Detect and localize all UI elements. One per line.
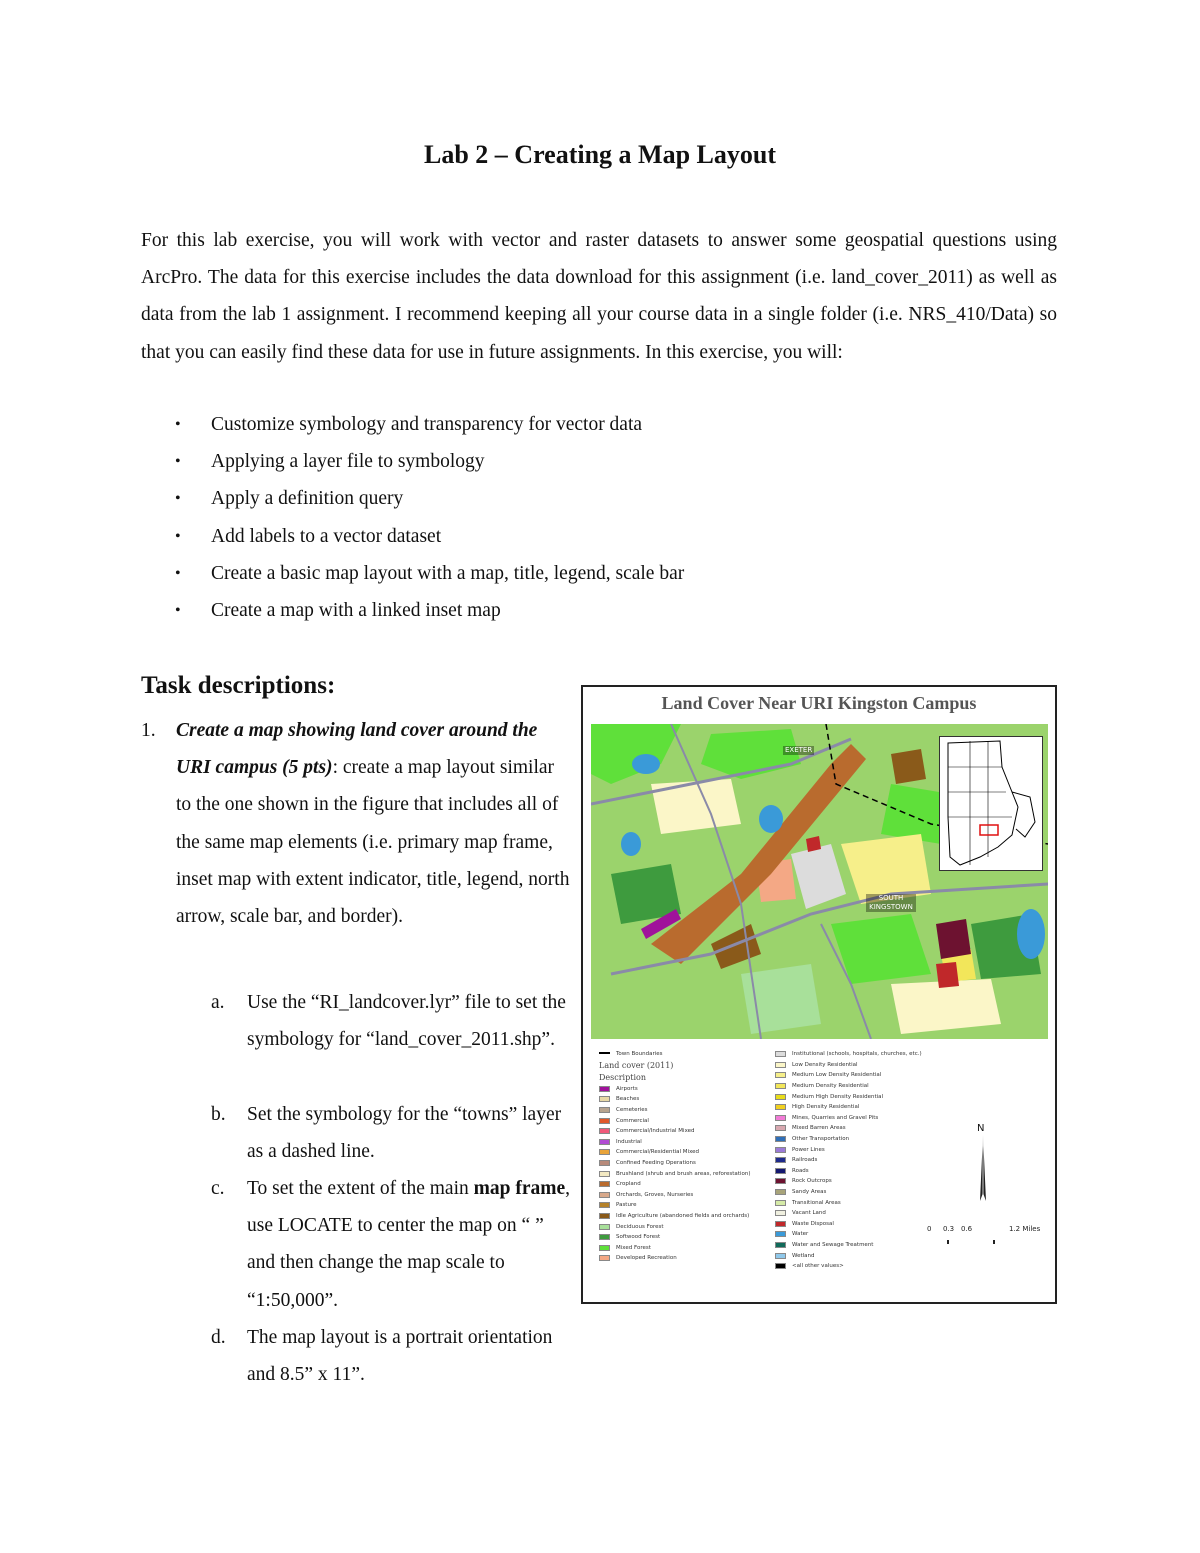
subitem-a: a. Use the “RI_landcover.lyr” file to set the symbology for “land_cover_2011.shp”. [211, 992, 566, 1051]
legend-label: Pasture [616, 1202, 637, 1209]
legend-swatch [599, 1086, 610, 1092]
legend-layer-title: Land cover (2011) [599, 1060, 674, 1070]
legend-item [775, 1049, 975, 1060]
legend-swatch [599, 1160, 610, 1166]
list-item: • Applying a layer file to symbology [141, 443, 841, 480]
subitem-b: b. Set the symbology for the “towns” layer as a dashed line. [211, 1104, 562, 1163]
legend-item [599, 1221, 779, 1232]
legend-item [775, 1144, 975, 1155]
legend-label: High Density Residential [792, 1104, 860, 1111]
main-map-frame [591, 724, 1048, 1039]
legend-item [599, 1211, 779, 1222]
legend-item [775, 1240, 975, 1251]
legend-swatch [599, 1139, 610, 1145]
legend-item [775, 1102, 975, 1113]
legend-label: Commercial [616, 1117, 649, 1124]
legend-item [775, 1113, 975, 1124]
legend-swatch [775, 1136, 786, 1142]
legend-item-town-boundaries: Town Boundaries [599, 1049, 779, 1060]
legend-label: Brushland (shrub and brush areas, reforestation) [616, 1170, 751, 1177]
bullet-icon: • [175, 416, 181, 433]
subitem-d: d. The map layout is a portrait orientation and 8.5” x 11”. [211, 1327, 553, 1386]
scale-bar-ticks [947, 1238, 1017, 1244]
bullet-icon: • [175, 490, 181, 508]
scale-label: 0.6 [961, 1225, 973, 1233]
legend-label: Mixed Barren Areas [792, 1125, 846, 1132]
legend-label: Idle Agriculture (abandoned fields and orchards) [616, 1213, 750, 1220]
legend-label: Medium Density Residential [792, 1083, 869, 1090]
rhode-island-inset [940, 737, 1042, 870]
legend-swatch [775, 1147, 786, 1153]
task-number: 1. [141, 720, 156, 741]
legend-swatch [775, 1189, 786, 1195]
legend-item [599, 1168, 779, 1179]
bullet-icon: • [175, 564, 181, 582]
legend-swatch [599, 1107, 610, 1113]
legend-swatch [775, 1221, 786, 1227]
legend-item [775, 1250, 975, 1261]
legend-item [599, 1243, 779, 1254]
legend-item [599, 1179, 779, 1190]
task-subitems [211, 984, 571, 1393]
legend-item [775, 1091, 975, 1102]
legend-label: Beaches [616, 1096, 640, 1103]
map-title: Land Cover Near URI Kingston Campus [661, 693, 977, 713]
legend-item [599, 1190, 779, 1201]
legend-label: <all other values> [792, 1263, 844, 1270]
north-label: N [977, 1123, 985, 1134]
legend-swatch [775, 1051, 786, 1057]
legend-field-name: Description [599, 1072, 646, 1082]
list-item: • Create a map with a linked inset map [141, 592, 841, 629]
map-layout-figure [581, 685, 1057, 1304]
legend-swatch [599, 1224, 610, 1230]
legend-label: Cropland [616, 1181, 641, 1188]
legend-label: Vacant Land [792, 1210, 826, 1217]
legend-swatch [599, 1118, 610, 1124]
legend-label: Airports [616, 1085, 638, 1092]
bullet-icon: • [175, 527, 181, 545]
task-text: : create a map layout similar to the one shown in the figure that includes all of the same map elements (i.e. primary map frame, inset map with extent indicator, title, legend, north arrow, scale bar, and border). [176, 757, 570, 928]
legend-swatch [599, 1213, 610, 1219]
list-item: • Customize symbology and transparency for vector data [141, 406, 841, 443]
legend-swatch [599, 1255, 610, 1261]
legend-swatch [775, 1125, 786, 1131]
legend-swatch [775, 1200, 786, 1206]
legend-label: Confined Feeding Operations [616, 1160, 696, 1167]
subitem-c: c. To set the extent of the main map frame, use LOCATE to center the map on “ ” and then change the map scale to “1:50,000”. [211, 1178, 571, 1311]
legend-label: Developed Recreation [616, 1255, 677, 1262]
legend-swatch [775, 1231, 786, 1237]
legend-swatch [775, 1072, 786, 1078]
intro-paragraph: For this lab exercise, you will work with vector and raster datasets to answer some geospatial questions using ArcPro. The data for this exercise includes the data download for this assignment (i.e. land_cover_2011) as well as data from the lab 1 assignment. I recommend keeping all your course data in a single folder (i.e. NRS_410/Data) so that you can easily find these data for use in future assignments. In this exercise, you will: [141, 230, 1057, 363]
legend-swatch [775, 1263, 786, 1269]
legend-item [775, 1070, 975, 1081]
task-heading: Task descriptions: [141, 672, 336, 699]
legend-item [775, 1134, 975, 1145]
legend-label: Industrial [616, 1138, 642, 1145]
bullet-icon: • [175, 601, 181, 619]
list-item: • Apply a definition query [141, 480, 841, 517]
legend-label: Commercial/Residential Mixed [616, 1149, 700, 1156]
legend-swatch [775, 1242, 786, 1248]
legend-item [599, 1232, 779, 1243]
document-title: Lab 2 – Creating a Map Layout [424, 140, 776, 169]
legend-item [599, 1137, 779, 1148]
legend-item [775, 1166, 975, 1177]
objectives-list [141, 406, 841, 629]
legend-swatch [775, 1104, 786, 1110]
legend-swatch [599, 1234, 610, 1240]
town-label-exeter: EXETER [785, 746, 813, 754]
legend-label: Mixed Forest [616, 1244, 651, 1251]
list-item: • Add labels to a vector dataset [141, 518, 841, 555]
legend-item [599, 1094, 779, 1105]
legend-swatch [599, 1128, 610, 1134]
legend-item [775, 1060, 975, 1071]
legend-right [775, 1049, 975, 1271]
task-title: Create a map showing land cover around the URI campus (5 pts) [176, 720, 538, 779]
legend-label: Deciduous Forest [616, 1223, 664, 1230]
legend-item [599, 1115, 779, 1126]
legend-left [599, 1049, 779, 1264]
legend-label: Sandy Areas [792, 1189, 827, 1196]
scale-label: 0 [927, 1225, 932, 1233]
list-item: • Create a basic map layout with a map, title, legend, scale bar [141, 555, 841, 592]
legend-swatch [775, 1157, 786, 1163]
legend-item [599, 1253, 779, 1264]
legend-label: Orchards, Groves, Nurseries [616, 1191, 694, 1198]
legend-swatch [775, 1168, 786, 1174]
legend-item [599, 1084, 779, 1095]
legend-item [775, 1176, 975, 1187]
legend-label: Roads [792, 1167, 809, 1174]
legend-label: Water [792, 1231, 809, 1238]
legend-swatch [775, 1178, 786, 1184]
legend-item [775, 1261, 975, 1272]
scale-label: 0.3 [943, 1225, 955, 1233]
legend-swatch [599, 1192, 610, 1198]
legend-swatch [599, 1181, 610, 1187]
legend-item [599, 1158, 779, 1169]
town-label-south-kingstown: SOUTH KINGSTOWN [866, 894, 916, 912]
legend-swatch [775, 1083, 786, 1089]
legend-label: Cemeteries [616, 1107, 648, 1114]
legend-item [775, 1197, 975, 1208]
legend-item [775, 1208, 975, 1219]
legend-item [775, 1081, 975, 1092]
legend-label: Medium Low Density Residential [792, 1072, 882, 1079]
legend-label: Other Transportation [792, 1136, 850, 1143]
legend-item [599, 1126, 779, 1137]
legend-label: Commercial/Industrial Mixed [616, 1128, 695, 1135]
legend-item [599, 1200, 779, 1211]
legend-swatch [599, 1171, 610, 1177]
legend-swatch [775, 1115, 786, 1121]
legend-label: Power Lines [792, 1146, 825, 1153]
legend-item [775, 1123, 975, 1134]
legend-swatch [599, 1149, 610, 1155]
legend-label: Transitional Areas [792, 1199, 841, 1206]
legend-swatch [775, 1253, 786, 1259]
legend-item [775, 1187, 975, 1198]
legend-item [775, 1155, 975, 1166]
legend-label: Waste Disposal [792, 1220, 834, 1227]
legend-label: Railroads [792, 1157, 818, 1164]
legend-label: Softwood Forest [616, 1234, 661, 1241]
legend-label: Water and Sewage Treatment [792, 1241, 874, 1248]
legend-swatch [775, 1210, 786, 1216]
legend-label: Rock Outcrops [792, 1178, 832, 1185]
legend-label: Wetland [792, 1252, 815, 1259]
legend-swatch [599, 1245, 610, 1251]
legend-item [599, 1105, 779, 1116]
task-description [176, 712, 571, 935]
legend-label: Medium High Density Residential [792, 1093, 884, 1100]
north-arrow-icon [976, 1121, 990, 1211]
legend-label: Mines, Quarries and Gravel Pits [792, 1114, 879, 1121]
legend-swatch [775, 1062, 786, 1068]
scale-label: 1.2 Miles [1009, 1225, 1041, 1233]
legend-swatch [775, 1094, 786, 1100]
legend-swatch [599, 1096, 610, 1102]
legend-item [599, 1147, 779, 1158]
bullet-icon: • [175, 453, 181, 471]
legend-label: Institutional (schools, hospitals, churches, etc.) [792, 1051, 922, 1058]
legend-swatch [599, 1202, 610, 1208]
legend-label: Low Density Residential [792, 1061, 858, 1068]
inset-map [939, 736, 1043, 871]
